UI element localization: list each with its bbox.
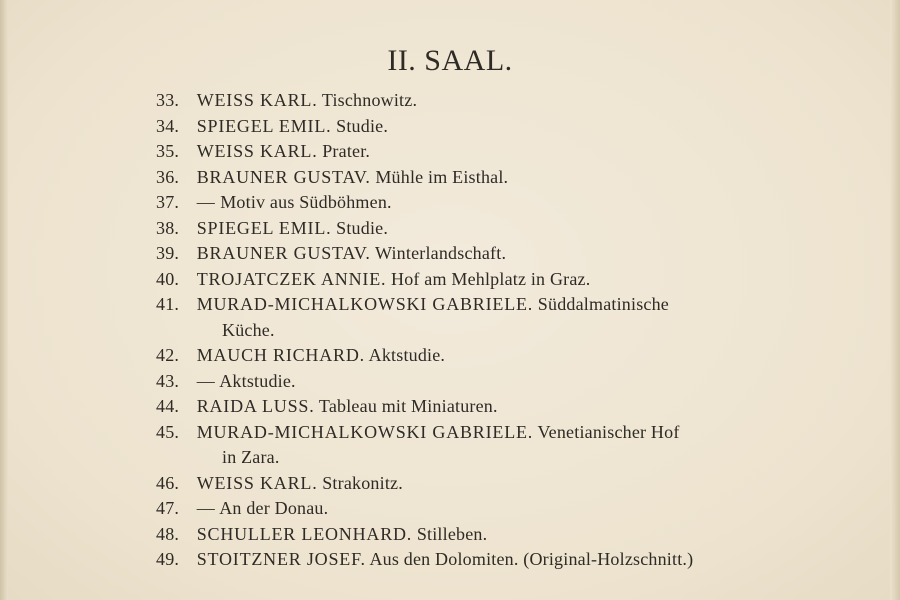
- work-title: Winterlandschaft.: [375, 243, 507, 263]
- artist-name: WEISS KARL.: [196, 472, 318, 493]
- work-title: Aktstudie.: [219, 370, 296, 391]
- artist-name: —: [196, 498, 216, 518]
- catalog-entry: [156, 190, 796, 216]
- catalog-entry: [156, 267, 796, 293]
- entry-number: 41.: [156, 294, 180, 314]
- artist-name: MAUCH RICHARD.: [196, 345, 365, 365]
- work-title: Venetianischer Hof: [537, 421, 680, 442]
- work-title: Tischnowitz.: [321, 90, 418, 110]
- artist-name: WEISS KARL.: [196, 90, 318, 110]
- work-title: Stilleben.: [416, 523, 488, 544]
- entry-number: 37.: [156, 192, 180, 212]
- work-title: Motiv aus Südböhmen.: [220, 192, 392, 212]
- catalog-entry: [156, 420, 796, 471]
- work-title: Mühle im Eisthal.: [375, 166, 509, 187]
- entry-number: 46.: [156, 472, 180, 493]
- work-title: Süddalmatinische: [537, 294, 669, 314]
- catalog-entry: [156, 522, 796, 548]
- entry-number: 44.: [156, 396, 180, 416]
- entry-number: 49.: [156, 549, 180, 569]
- catalog-entry: [156, 139, 796, 165]
- artist-name: MURAD-MICHALKOWSKI GABRIELE.: [196, 421, 534, 442]
- entry-number: 40.: [156, 268, 180, 289]
- catalog-entry: [156, 394, 796, 420]
- catalog-entry: [156, 241, 796, 267]
- catalog-entry: [156, 547, 796, 573]
- artist-name: SPIEGEL EMIL.: [196, 115, 332, 136]
- entry-number: 45.: [156, 421, 180, 442]
- work-title: Aktstudie.: [368, 345, 446, 365]
- entry-number: 34.: [156, 115, 180, 136]
- work-title: Prater.: [322, 141, 371, 161]
- entry-number: 43.: [156, 370, 180, 391]
- artist-name: BRAUNER GUSTAV.: [196, 166, 371, 187]
- catalog-entry: [156, 165, 796, 191]
- page-edge-right: [890, 0, 900, 600]
- entry-number: 38.: [156, 217, 180, 238]
- catalog-entry: [156, 369, 796, 395]
- work-title-continuation: Küche.: [222, 319, 275, 340]
- page-edge-left: [0, 0, 8, 600]
- work-title: Hof am Mehlplatz in Graz.: [391, 268, 591, 289]
- entry-number: 42.: [156, 345, 180, 365]
- catalog-entry: [156, 114, 796, 140]
- catalog-entry: [156, 343, 796, 369]
- entry-number: 35.: [156, 141, 180, 161]
- artist-name: STOITZNER JOSEF.: [196, 549, 366, 569]
- artist-name: —: [196, 192, 216, 212]
- work-title: Tableau mit Miniaturen.: [318, 396, 498, 416]
- entry-number: 33.: [156, 90, 180, 110]
- catalog-entry: [156, 292, 796, 343]
- work-title-continuation: in Zara.: [222, 447, 280, 467]
- entry-number: 48.: [156, 523, 180, 544]
- catalog-entry: [156, 216, 796, 242]
- catalog-entry-list: [156, 88, 796, 573]
- artist-name: MURAD-MICHALKOWSKI GABRIELE.: [196, 294, 534, 314]
- work-title: Strakonitz.: [322, 472, 403, 493]
- artist-name: SPIEGEL EMIL.: [196, 217, 332, 238]
- catalog-entry: [156, 471, 796, 497]
- entry-number: 39.: [156, 243, 180, 263]
- work-title: An der Donau.: [219, 498, 329, 518]
- artist-name: BRAUNER GUSTAV.: [196, 243, 371, 263]
- page-title: II. SAAL.: [387, 44, 513, 77]
- catalog-entry: [156, 88, 796, 114]
- artist-name: TROJATCZEK ANNIE.: [196, 268, 387, 289]
- entry-number: 36.: [156, 166, 180, 187]
- work-title: Studie.: [336, 115, 389, 136]
- work-title: Studie.: [336, 217, 389, 238]
- work-title: Aus den Dolomiten. (Original-Holzschnitt.): [369, 549, 694, 569]
- artist-name: RAIDA LUSS.: [196, 396, 315, 416]
- artist-name: —: [196, 370, 216, 391]
- artist-name: SCHULLER LEONHARD.: [196, 523, 413, 544]
- entry-number: 47.: [156, 498, 180, 518]
- catalog-entry: [156, 496, 796, 522]
- artist-name: WEISS KARL.: [196, 141, 318, 161]
